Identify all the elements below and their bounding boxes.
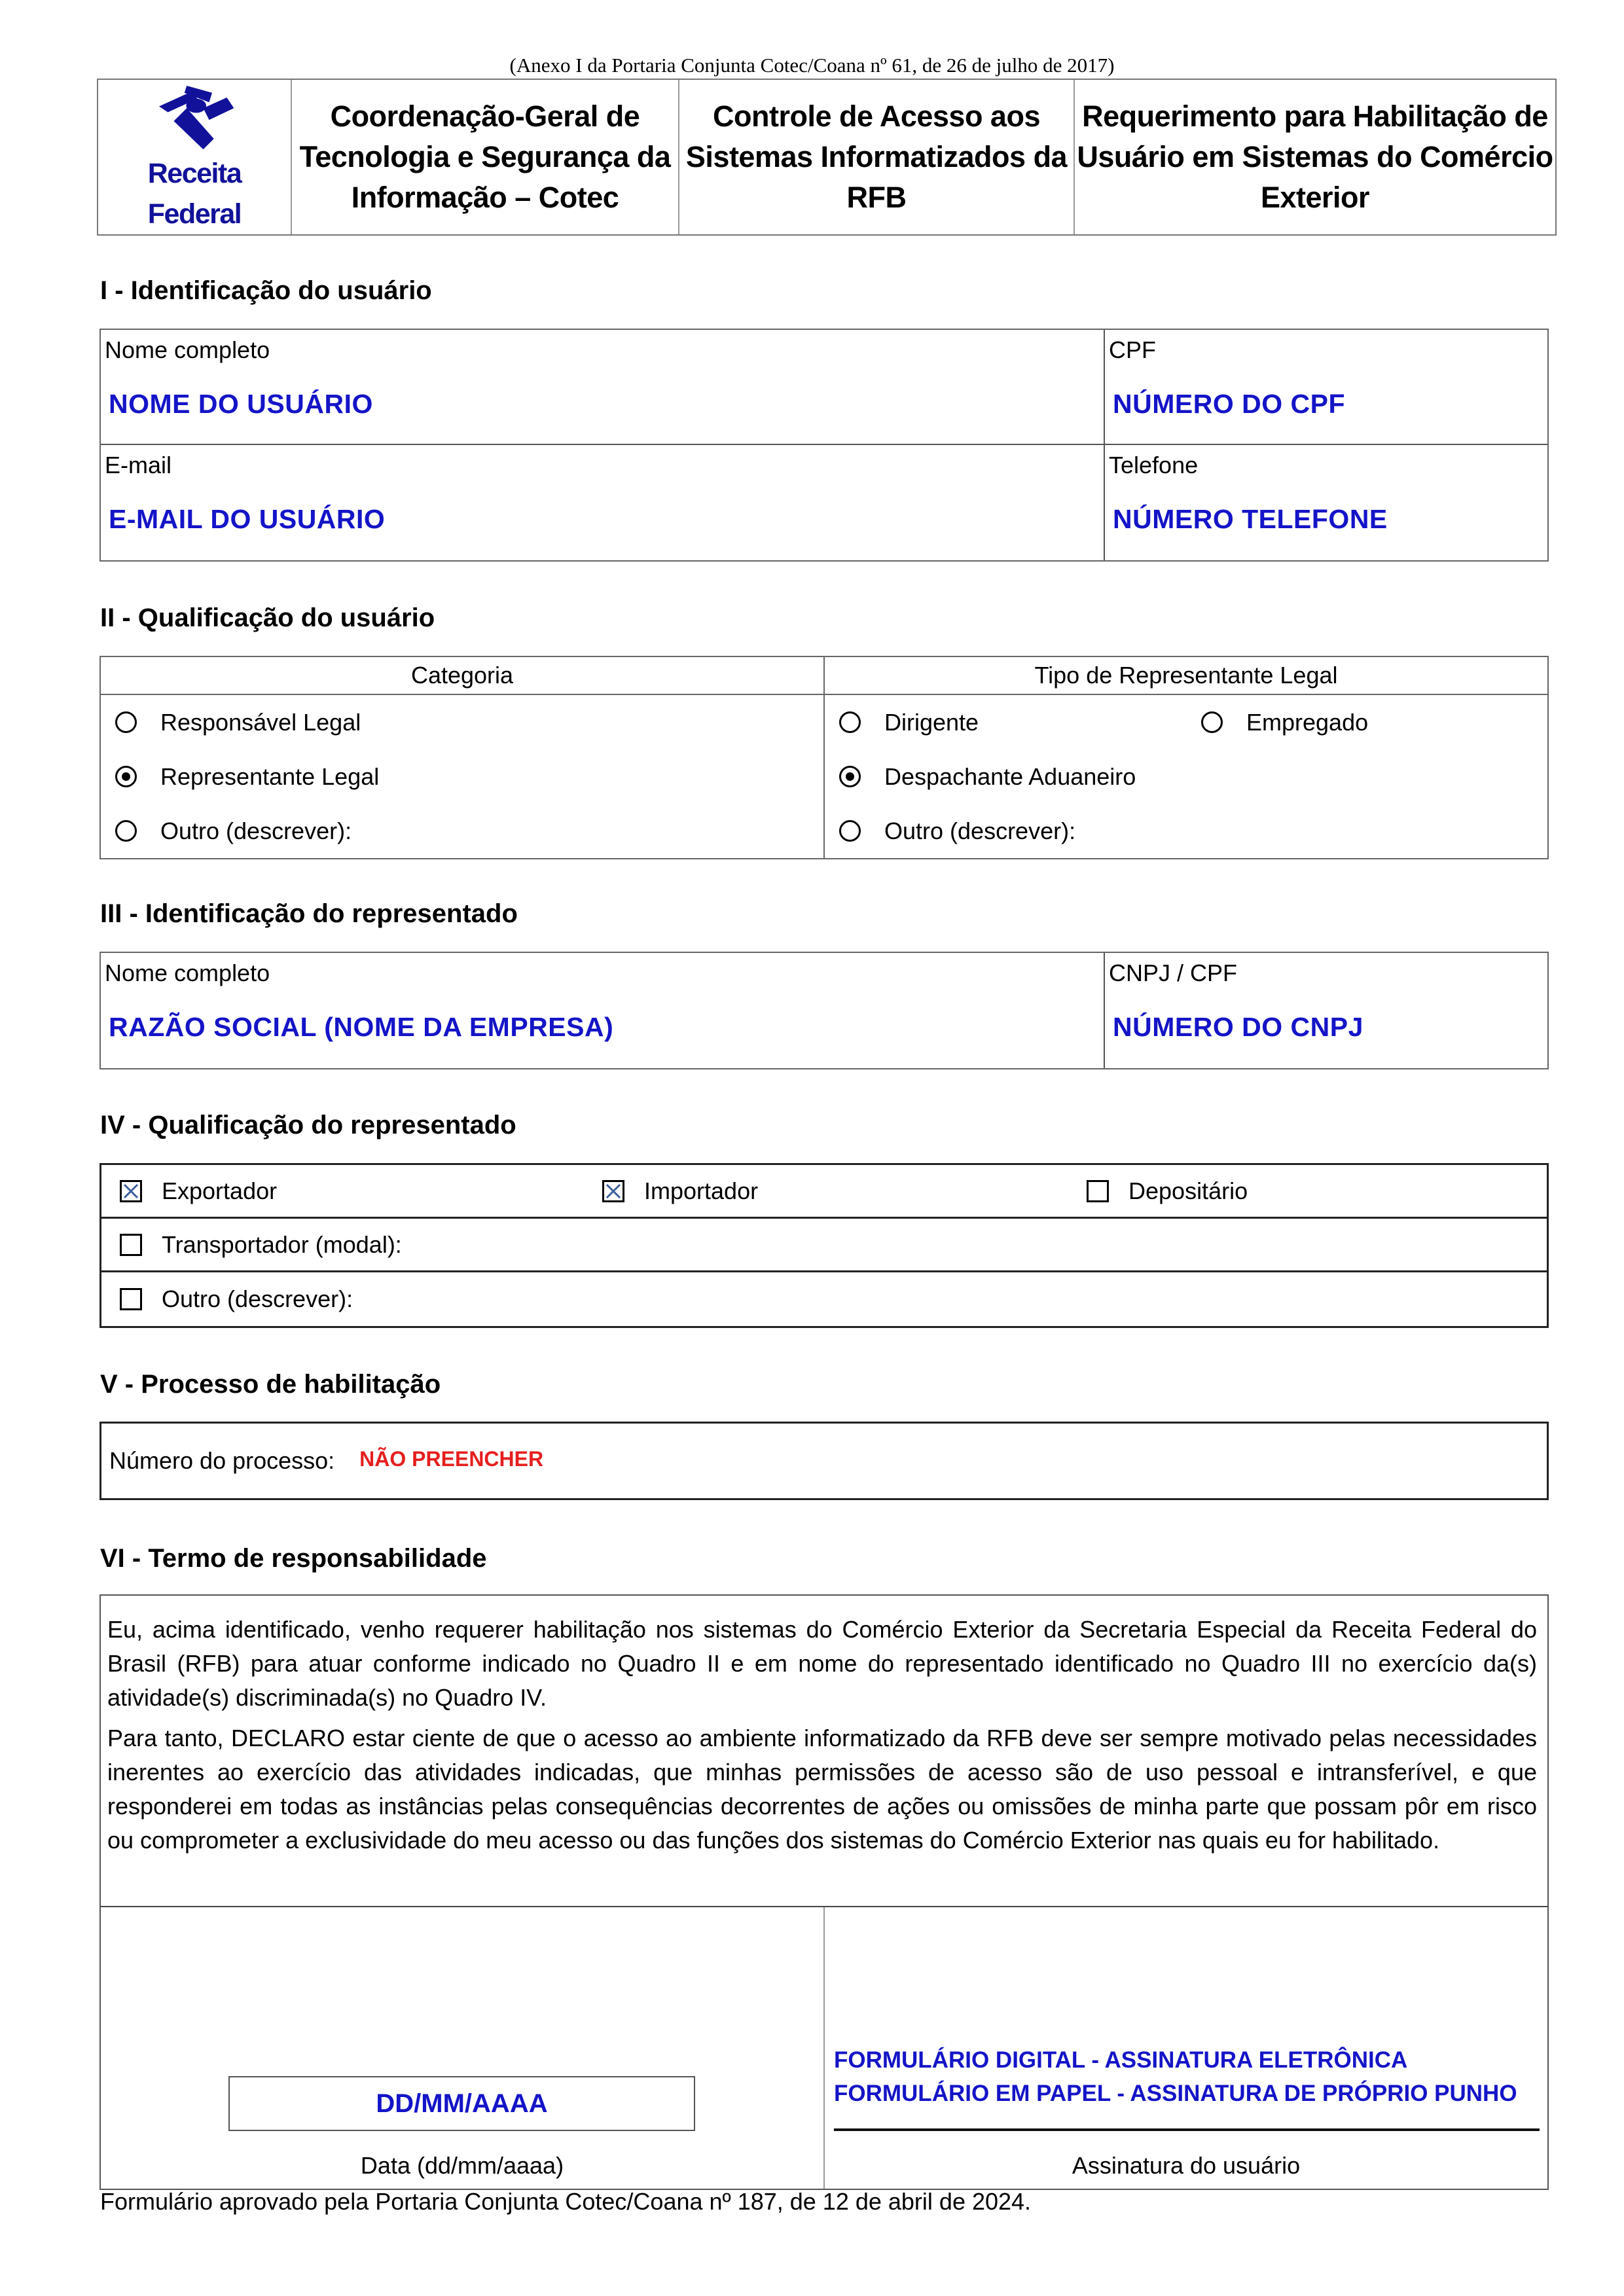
phone-field[interactable] — [1105, 445, 1547, 560]
processo-value: NÃO PREENCHER — [359, 1446, 544, 1471]
checkbox-exportador[interactable] — [120, 1177, 602, 1205]
company-name-value[interactable]: RAZÃO SOCIAL (NOME DA EMPRESA) — [109, 1012, 614, 1042]
checkbox-label: Importador — [644, 1177, 759, 1204]
email-value[interactable]: E-MAIL DO USUÁRIO — [109, 504, 386, 534]
signature-line[interactable] — [834, 2128, 1540, 2131]
cpf-label: CPF — [1109, 336, 1156, 363]
radio-dirigente[interactable] — [825, 695, 1187, 749]
radio-label: Empregado — [1246, 708, 1369, 736]
radio-representante-legal[interactable] — [101, 749, 823, 804]
radio-label: Dirigente — [884, 708, 979, 736]
checkbox-row-1 — [101, 1165, 1547, 1219]
company-name-field[interactable] — [101, 953, 1105, 1068]
user-name-value[interactable]: NOME DO USUÁRIO — [109, 389, 373, 419]
radio-responsavel-legal[interactable] — [101, 695, 823, 749]
checkbox-unchecked-icon[interactable] — [120, 1234, 142, 1256]
signature-caption: Assinatura do usuário — [1072, 2152, 1301, 2179]
receita-federal-logo-icon — [145, 80, 244, 151]
email-label: E-mail — [105, 452, 172, 478]
checkbox-unchecked-icon[interactable] — [1087, 1180, 1109, 1202]
radio-unchecked-icon[interactable] — [115, 820, 137, 842]
represented-identification-table — [99, 952, 1549, 1069]
radio-label: Despachante Aduaneiro — [884, 762, 1136, 790]
user-qualification-table — [99, 656, 1549, 859]
checkbox-row-3 — [101, 1272, 1547, 1326]
section-title-qualificacao-representado: IV - Qualificação do representado — [100, 1111, 516, 1139]
logo-cell — [98, 80, 292, 234]
radio-checked-icon[interactable] — [839, 766, 861, 787]
processo-label: Número do processo: — [109, 1447, 335, 1474]
checkbox-checked-icon[interactable] — [120, 1180, 142, 1202]
tipo-representante-header: Tipo de Representante Legal — [825, 657, 1547, 695]
radio-unchecked-icon[interactable] — [839, 820, 861, 842]
header-requerimento: Requerimento para Habilitação de Usuário em Sistemas do Comércio Exterior — [1077, 99, 1553, 214]
checkbox-row-2 — [101, 1219, 1547, 1272]
categoria-column — [101, 657, 825, 858]
cpf-field[interactable] — [1105, 330, 1547, 445]
checkbox-unchecked-icon[interactable] — [120, 1288, 142, 1310]
cnpj-label: CNPJ / CPF — [1109, 960, 1238, 986]
checkbox-label: Outro (descrever): — [162, 1285, 353, 1312]
checkbox-label: Depositário — [1128, 1177, 1248, 1204]
annex-note: (Anexo I da Portaria Conjunta Cotec/Coana nº 61, de 26 de julho de 2017) — [509, 54, 1115, 77]
checkbox-outro[interactable] — [120, 1285, 353, 1313]
terms-paragraph-2: Para tanto, DECLARO estar ciente de que o acesso ao ambiente informatizado da RFB deve ser sempre motivado pelas necessidades inerentes ao exercício das atividades indicadas, que minhas permissões de acesso são de uso pessoal e intransferível, e que responderei em todas as instâncias pelas consequências decorrentes de ações ou omissões de minha parte que possam pôr em risco ou comprometer a exclusividade do meu acesso ou das funções dos sistemas do Comércio Exterior nas quais eu for habilitado. — [107, 1725, 1537, 1854]
processo-number-field[interactable] — [99, 1422, 1549, 1500]
represented-qualification-table — [99, 1163, 1549, 1328]
signature-instruction-digital: FORMULÁRIO DIGITAL - ASSINATURA ELETRÔNICA — [834, 2047, 1408, 2073]
radio-tipo-outro[interactable] — [825, 804, 1547, 858]
radio-despachante-aduaneiro[interactable] — [825, 749, 1547, 804]
terms-table — [99, 1594, 1549, 2190]
radio-unchecked-icon[interactable] — [839, 711, 861, 733]
date-field[interactable]: DD/MM/AAAA — [228, 2076, 695, 2131]
tipo-representante-column — [825, 657, 1547, 858]
cnpj-value[interactable]: NÚMERO DO CNPJ — [1113, 1012, 1363, 1042]
header-cotec: Coordenação-Geral de Tecnologia e Segurança da Informação – Cotec — [292, 80, 679, 234]
radio-unchecked-icon[interactable] — [115, 711, 137, 733]
section-title-identificacao-representado: III - Identificação do representado — [100, 899, 518, 928]
checkbox-label: Transportador (modal): — [162, 1230, 402, 1258]
checkbox-label: Exportador — [162, 1177, 278, 1204]
company-name-label: Nome completo — [105, 960, 270, 986]
radio-checked-icon[interactable] — [115, 766, 137, 787]
form-header — [97, 79, 1557, 236]
radio-label: Responsável Legal — [160, 708, 361, 736]
email-field[interactable] — [101, 445, 1105, 560]
date-column — [101, 1907, 825, 2189]
logo-text: Receita Federal — [147, 158, 242, 230]
section-title-qualificacao-usuario: II - Qualificação do usuário — [100, 603, 435, 632]
checkbox-transportador[interactable] — [120, 1231, 402, 1259]
section-title-termo-responsabilidade: VI - Termo de responsabilidade — [100, 1544, 487, 1573]
header-controle-acesso: Controle de Acesso aos Sistemas Informatizados da RFB — [679, 80, 1075, 234]
section-title-identificacao-usuario: I - Identificação do usuário — [100, 276, 432, 305]
checkbox-checked-icon[interactable] — [602, 1180, 624, 1202]
radio-unchecked-icon[interactable] — [1201, 711, 1223, 733]
date-caption: Data (dd/mm/aaaa) — [360, 2152, 564, 2179]
phone-value[interactable]: NÚMERO TELEFONE — [1113, 504, 1388, 534]
signature-instructions — [834, 2043, 1517, 2110]
user-name-label: Nome completo — [105, 336, 270, 363]
phone-label: Telefone — [1109, 452, 1199, 478]
user-name-field[interactable] — [101, 330, 1105, 445]
terms-paragraph-1: Eu, acima identificado, venho requerer habilitação nos sistemas do Comércio Exterior da Secretaria Especial da Receita Federal do Brasil (RFB) para atuar conforme indicado no Quadro II e em nome do representado identificado no Quadro III no exercício da(s) atividade(s) discriminada(s) no Quadro IV. — [107, 1616, 1537, 1711]
radio-categoria-outro[interactable] — [101, 804, 823, 858]
radio-label: Outro (descrever): — [884, 817, 1076, 844]
section-title-processo-habilitacao: V - Processo de habilitação — [100, 1370, 441, 1399]
terms-text — [101, 1596, 1547, 1907]
radio-label: Representante Legal — [160, 762, 380, 790]
footer-note: Formulário aprovado pela Portaria Conjunta Cotec/Coana nº 187, de 12 de abril de 2024. — [100, 2188, 1032, 2215]
radio-label: Outro (descrever): — [160, 817, 352, 844]
categoria-header: Categoria — [101, 657, 823, 695]
signature-column — [825, 1907, 1547, 2189]
checkbox-importador[interactable] — [602, 1177, 1087, 1205]
cnpj-field[interactable] — [1105, 953, 1547, 1068]
radio-empregado[interactable] — [1187, 695, 1368, 749]
user-identification-table — [99, 329, 1549, 562]
cpf-value[interactable]: NÚMERO DO CPF — [1113, 389, 1345, 419]
checkbox-depositario[interactable] — [1087, 1177, 1248, 1205]
signature-instruction-paper: FORMULÁRIO EM PAPEL - ASSINATURA DE PRÓPRIO PUNHO — [834, 2081, 1517, 2106]
